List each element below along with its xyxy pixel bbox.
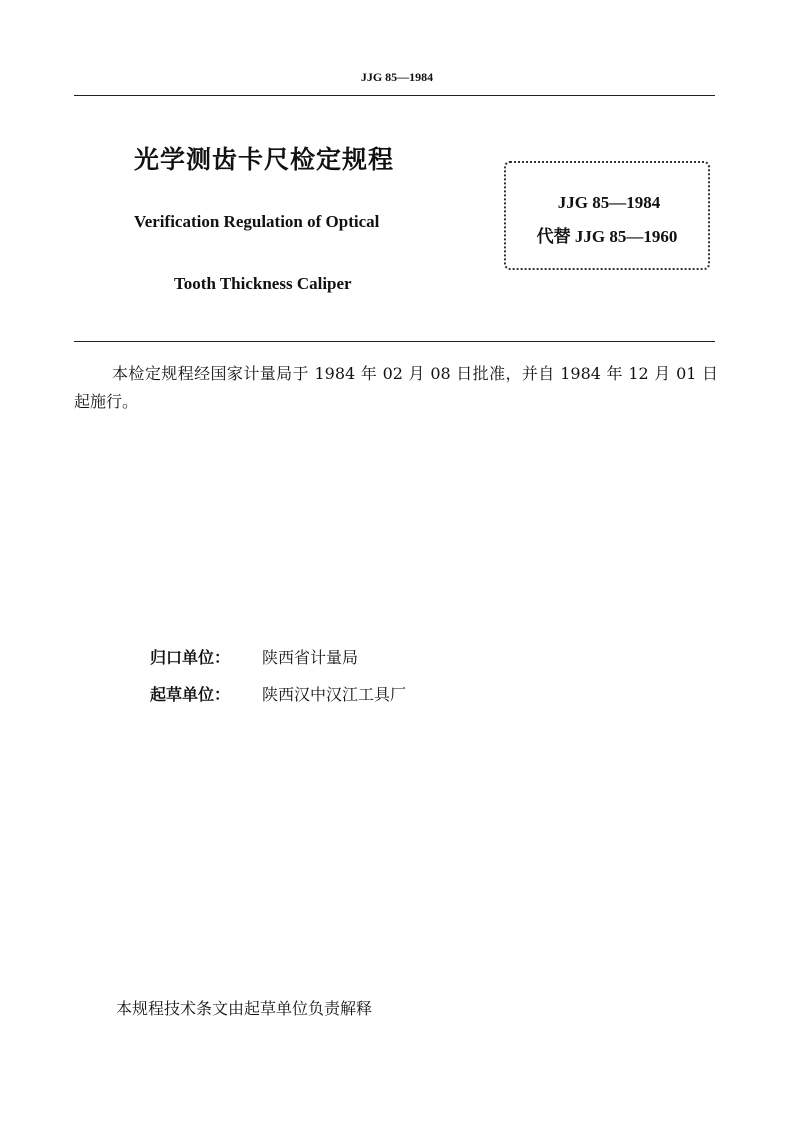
title-english-line-1: Verification Regulation of Optical [134, 212, 380, 231]
interpretation-note: 本规程技术条文由起草单位负责解释 [116, 999, 373, 1018]
title-english-line-2: Tooth Thickness Caliper [174, 274, 352, 293]
responsible-unit-value: 陕西省计量局 [262, 648, 359, 667]
running-header-code: JJG 85—1984 [360, 70, 434, 84]
standard-code: JJG 85—1984 [557, 193, 661, 212]
section-rule [74, 341, 715, 342]
replaced-standard-code: 代替 JJG 85—1960 [536, 227, 678, 246]
responsible-unit-label: 归口单位： [150, 648, 231, 667]
approval-statement: 本检定规程经国家计量局于 1984 年 02 月 08 日批准，并自 1984 年 12 月 01 日起施行。 [74, 364, 718, 411]
drafting-unit-label: 起草单位： [150, 685, 231, 704]
header-rule [74, 95, 715, 96]
title-chinese: 光学测齿卡尺检定规程 [134, 145, 395, 174]
standard-code-frame [504, 161, 710, 270]
drafting-unit-value: 陕西汉中汉江工具厂 [262, 685, 407, 704]
